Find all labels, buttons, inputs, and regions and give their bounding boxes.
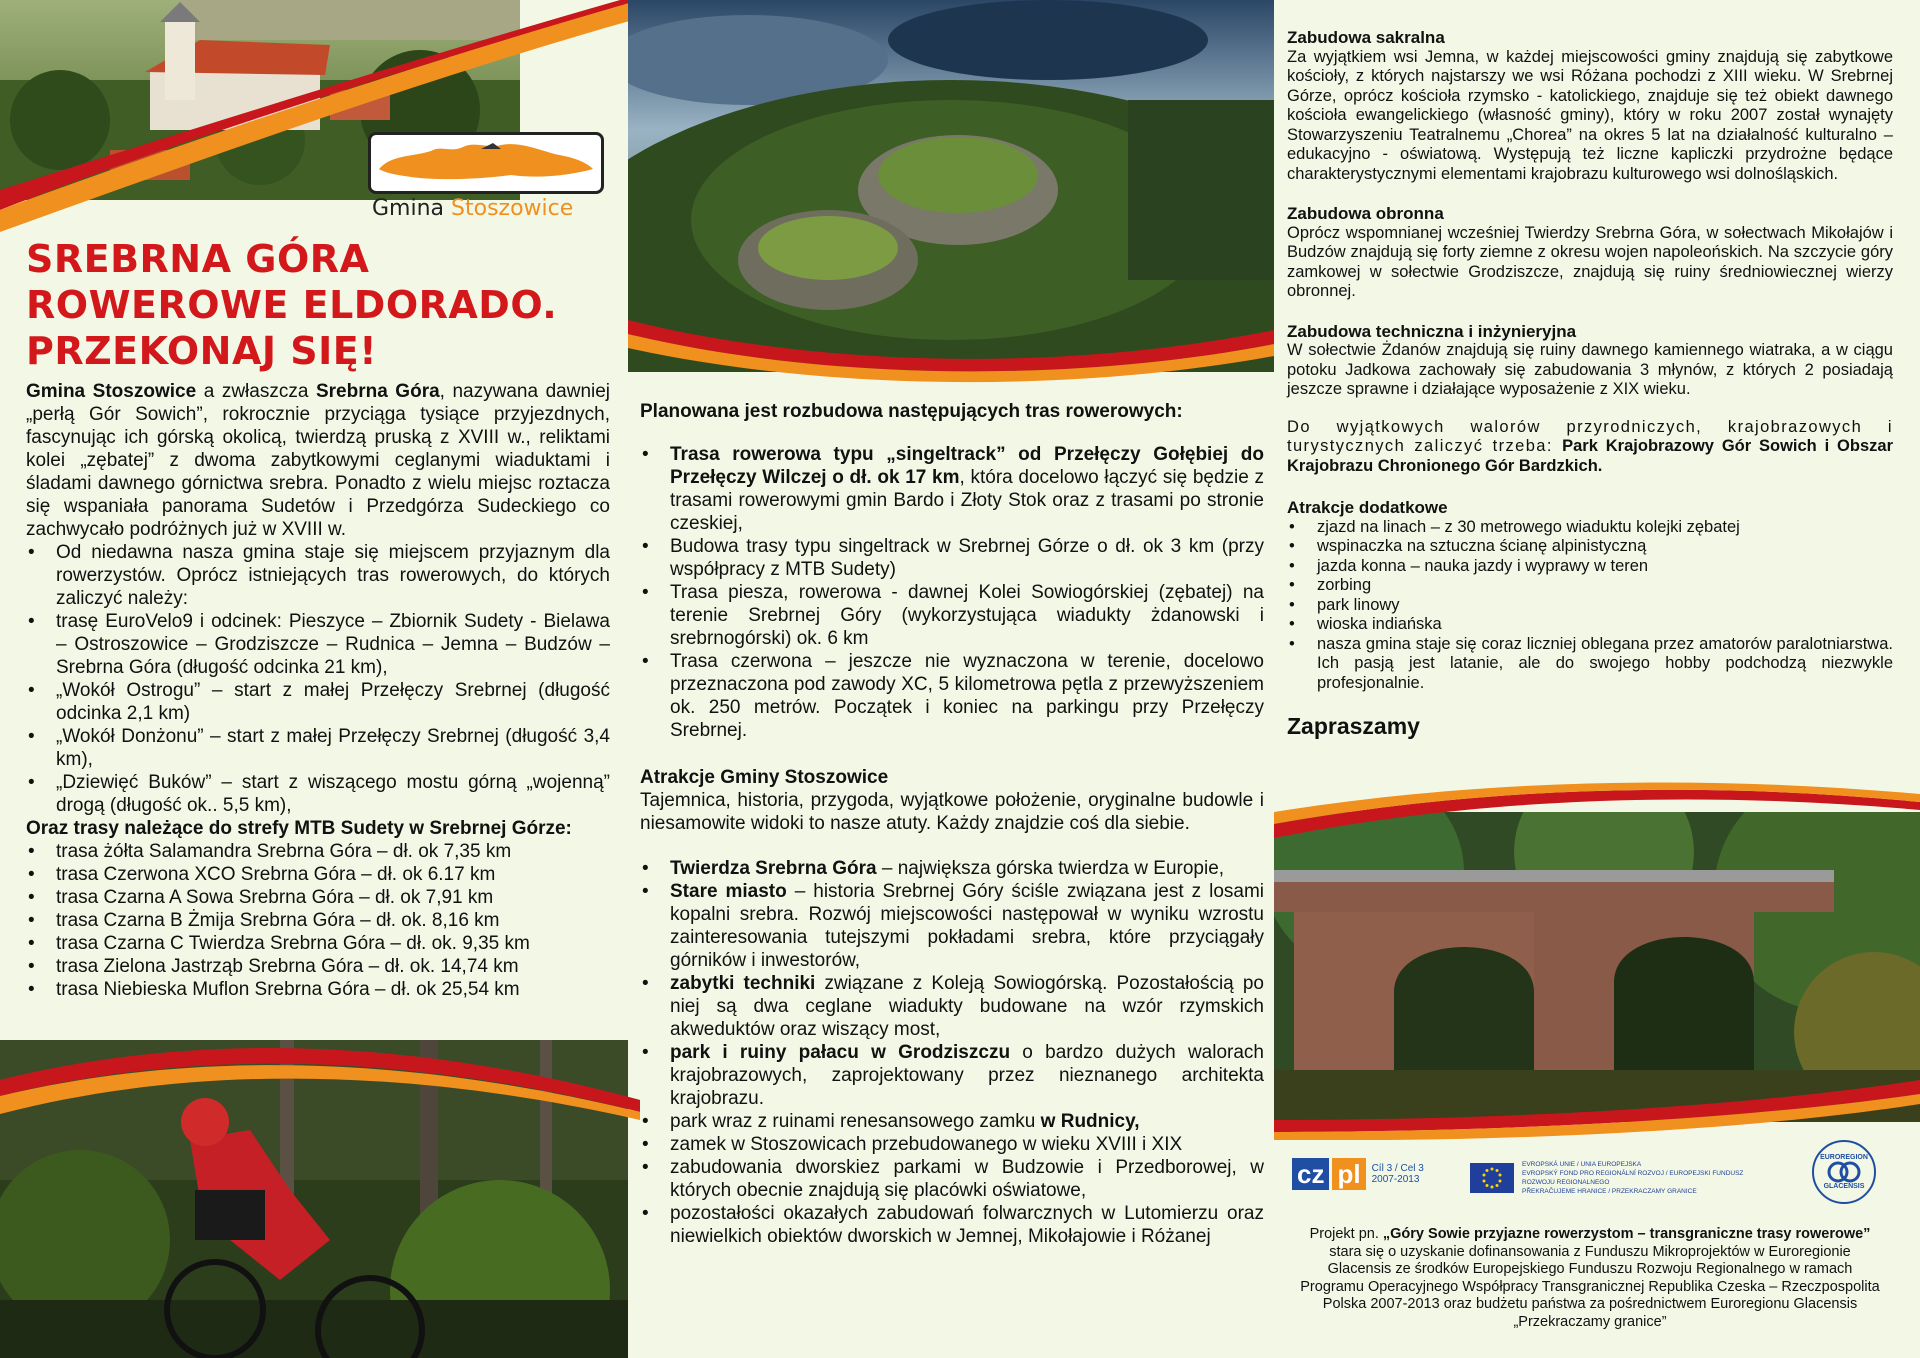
attractions-list <box>640 857 1264 1248</box>
list-item: • zjazd na linach – z 30 metrowego wiaduktu kolejki zębatej <box>1287 518 1893 538</box>
list-item: • nasza gmina staje się coraz liczniej oblegana przez amatorów paralotniarstwa. Ich pasją jest latanie, ale do swojego hobby podchodzą niezwykle profesjonalnie. <box>1287 635 1893 694</box>
list-item <box>640 443 1264 535</box>
attr-text: – największa górska twierdza w Europie, <box>876 858 1225 879</box>
technical-heading: Zabudowa techniczna i inżynieryjna <box>1287 321 1577 341</box>
eu-line-1: EVROPSKÁ UNIE / UNIA EUROPEJSKA <box>1522 1161 1642 1168</box>
gmina-logo <box>368 132 604 194</box>
project-title: „Góry Sowie przyjazne rowerzystom – transgraniczne trasy rowerowe” <box>1382 1226 1871 1242</box>
attr-bold: park i ruiny pałacu w Grodziszczu <box>670 1042 1011 1063</box>
attr-text: związane z Koleją Sowiogórską. Pozostałością po niej są dwa ceglane wiadukty budowane na wzór rzymskich akweduktów oraz wiszący most, <box>670 973 1264 1040</box>
list-item: • Od niedawna nasza gmina staje się miejscem przyjaznym dla rowerzystów. Oprócz istniejących tras rowerowych, do których zaliczyć należy: <box>26 541 610 610</box>
list-item: • trasa Czarna B Żmija Srebrna Góra – dł. ok. 8,16 km <box>26 909 610 932</box>
bottom-left-swoosh <box>0 1030 640 1120</box>
list-item: • park linowy <box>1287 596 1893 616</box>
czpl-cz: cz <box>1292 1158 1329 1190</box>
viaduct-photo <box>1274 812 1920 1122</box>
planned-heading: Planowana jest rozbudowa następujących tras rowerowych: <box>640 401 1183 422</box>
col2-text <box>640 400 1264 1248</box>
logo-text-stoszowice: Stoszowice <box>451 196 574 221</box>
title-line-1: SREBRNA GÓRA <box>26 237 370 281</box>
fortress-swoosh <box>628 320 1274 390</box>
list-item: • Trasa czerwona – jeszcze nie wyznaczona w terenie, docelowo przeznaczona pod zawody XC, 5 kilometrowa pętla z przewyższeniem ok. 250 metrów. Początek i koniec na parkingu przy Przełęczy Srebrnej. <box>640 650 1264 742</box>
mountain-logo-icon <box>371 135 601 191</box>
attr-text: park wraz z ruinami renesansowego zamku <box>670 1111 1041 1132</box>
attr-bold: zabytki techniki <box>670 973 816 994</box>
czpl-pl: pl <box>1332 1158 1365 1190</box>
list-item: • zamek w Stoszowicach przebudowanego w wieku XVIII i XIX <box>640 1133 1264 1156</box>
list-item: • trasa Czarna C Twierdza Srebrna Góra – dł. ok. 9,35 km <box>26 932 610 955</box>
routes-list <box>26 541 610 817</box>
intro-bold-srebrna: Srebrna Góra <box>315 381 440 402</box>
list-item <box>640 1041 1264 1110</box>
main-title <box>26 236 586 374</box>
intro-text-1: a zwłaszcza <box>196 381 316 402</box>
project-text-1: Projekt pn. <box>1309 1226 1383 1242</box>
list-item: • pozostałości okazałych zabudowań folwarcznych w Lutomierzu oraz niewielkich obiektów dworskich w Jemnej, Mikołajowie i Różanej <box>640 1202 1264 1248</box>
list-item: • „Wokół Ostrogu” – start z małej Przełęczy Srebrnej (długość odcinka 2,1 km) <box>26 679 610 725</box>
list-item: • Budowa trasy typu singeltrack w Srebrnej Górze o dł. ok 3 km (przy współpracy z MTB Sudety) <box>640 535 1264 581</box>
list-item <box>640 972 1264 1041</box>
list-item: • trasa żółta Salamandra Srebrna Góra – dł. ok 7,35 km <box>26 840 610 863</box>
attr-bold: Twierdza Srebrna Góra <box>670 858 877 879</box>
extra-list <box>1287 518 1893 694</box>
list-item <box>640 857 1264 880</box>
intro-text-2: , nazywana dawniej „perłą Gór Sowich”, rokrocznie przyciąga tysiące przyjezdnych, fascynując ich górską okolicą, twierdzą pruską z XVIII w., reliktami kolei „zębatej” z dwoma zabytkowymi ceglanymi wiaduktami i śladami dawnego górnictwa srebra. Ponadto z wielu miejsc roztacza się wspaniała panorama Sudetów i Przedgórza Sudeckiego co zachwycało podróżnych już w XVIII w. <box>26 381 611 540</box>
defense-paragraph: Oprócz wspomnianej wcześniej Twierdzy Srebrna Góra, w sołectwach Mikołajów i Budzów znajdują się forty ziemne z okresu wojen napoleońskich. Na szczycie góry zamkowej w sołectwie Grodziszcze, znajdują się ruiny średniowiecznej wierzy obronnej. <box>1287 223 1893 300</box>
list-item <box>640 1110 1264 1133</box>
glacensis-top: EUROREGION <box>1820 1154 1868 1161</box>
list-item: • zorbing <box>1287 576 1893 596</box>
planned-1-bold: Trasa rowerowa typu „singeltrack” od Przełęczy Gołębiej do Przełęczy Wilczej o dł. ok 17 km <box>670 444 1264 488</box>
list-item: • trasa Czarna A Sowa Srebrna Góra – dł. ok 7,91 km <box>26 886 610 909</box>
glacensis-bottom: GLACENSIS <box>1823 1183 1865 1190</box>
cel-line-1: Cíl 3 / Cel 3 <box>1371 1163 1424 1174</box>
list-item: • trasa Czerwona XCO Srebrna Góra – dł. ok 6.17 km <box>26 863 610 886</box>
mtb-list <box>26 840 610 1001</box>
attr-text: o bardzo dużych walorach krajobrazowych, zaprojektowany przez nieznanego architekta krajobrazu. <box>670 1042 1264 1109</box>
attr-bold: w Rudnicy, <box>1040 1111 1140 1132</box>
col3-text <box>1287 28 1893 740</box>
project-note <box>1300 1226 1880 1331</box>
logo-text-gmina: Gmina <box>372 196 452 221</box>
list-item: • wioska indiańska <box>1287 615 1893 635</box>
intro-bold-gmina: Gmina Stoszowice <box>26 381 197 402</box>
list-item <box>640 880 1264 972</box>
nature-bold: Park Krajobrazowy Gór Sowich i Obszar Krajobrazu Chronionego Gór Bardzkich. <box>1287 437 1893 475</box>
list-item: • Trasa piesza, rowerowa - dawnej Kolei Sowiogórskiej (zębatej) na terenie Srebrnej Góry (wykorzystująca wiadukty żdanowski i srebrnogórski) ok. 6 km <box>640 581 1264 650</box>
eu-text <box>1522 1160 1772 1196</box>
sacral-paragraph: Za wyjątkiem wsi Jemna, w każdej miejscowości gminy znajdują się zabytkowe kościoły, z których najstarszy we wsi Różana pochodzi z XIII wieku. W Srebrnej Górze, oprócz kościoła rzymsko - katolickiego, znajduje się też obiekt dawnego kościoła ewangelickiego (własność gminy), który w roku 2007 został wynajęty Stowarzyszeniu Teatralnemu „Chorea” na okres 5 lat na działalność kulturalno – edukacyjno - oświatową. Występują też liczne kapliczki przydrożne będące charakterystycznymi elementami krajobrazu kulturowego wsi dolnośląskich. <box>1287 47 1893 183</box>
gmina-logo-text <box>372 196 573 221</box>
cel-text <box>1372 1163 1424 1185</box>
czpl-logo <box>1292 1158 1424 1190</box>
sacral-heading: Zabudowa sakralna <box>1287 28 1445 47</box>
eu-line-3: PŘEKRAČUJEME HRANICE / PRZEKRACZAMY GRANICE <box>1522 1188 1697 1195</box>
project-text-2: stara się o uzyskanie dofinansowania z Funduszu Mikroprojektów w Euroregionie Glacensis ze środków Europejskiego Funduszu Rozwoju Regionalnego w ramach Programu Operacyjnego Współpracy Transgranicznej Republika Czeska – Rzeczpospolita Polska 2007-2013 oraz budżetu państwa za pośrednictwem Euroregionu Glacensis „Przekraczamy granice” <box>1300 1243 1880 1330</box>
list-item: • zabudowania dworskiez parkami w Budzowie i Przedborowej, w których obecnie znajdują się placówki oświatowe, <box>640 1156 1264 1202</box>
list-item: • trasa Zielona Jastrząb Srebrna Góra – dł. ok. 14,74 km <box>26 955 610 978</box>
title-line-3: PRZEKONAJ SIĘ! <box>26 329 378 373</box>
list-item: • „Wokół Donżonu” – start z małej Przełęczy Srebrnej (długość 3,4 km), <box>26 725 610 771</box>
col1-text <box>26 380 610 1001</box>
cel-line-2: 2007-2013 <box>1371 1174 1420 1185</box>
fortress-aerial-photo <box>628 0 1274 372</box>
nature-text: Do wyjątkowych walorów przyrodniczych, krajobrazowych i turystycznych zaliczyć trzeba: <box>1287 417 1893 455</box>
mtb-heading: Oraz trasy należące do strefy MTB Sudety w Srebrnej Górze: <box>26 818 572 839</box>
technical-paragraph: W sołectwie Żdanów znajdują się ruiny dawnego kamiennego wiatraka, a w ciągu potoku Jadkowa zachowały się zabudowania 3 młynów, z których 2 posiadają jeszcze sprawne i działające wyposażenie z XIX wieku. <box>1287 341 1893 398</box>
list-item: • wspinaczka na sztuczna ścianę alpinistyczną <box>1287 537 1893 557</box>
title-line-2: ROWEROWE ELDORADO. <box>26 283 558 327</box>
eu-line-2: EVROPSKÝ FOND PRO REGIONÁLNÍ ROZVOJ / EUROPEJSKI FUNDUSZ ROZWOJU REGIONALNEGO <box>1522 1170 1744 1186</box>
euroregion-glacensis-logo <box>1812 1140 1876 1204</box>
viaduct-bottom-swoosh <box>1274 1080 1920 1140</box>
glacensis-emblem-icon <box>1827 1161 1861 1183</box>
invite-heading: Zapraszamy <box>1287 713 1420 739</box>
nature-paragraph <box>1287 418 1893 477</box>
attr-text: – historia Srebrnej Góry ściśle związana jest z losami kopalni srebra. Rozwój miejscowości następował w wyniku wzrostu zainteresowania tutejszymi pokładami srebra, które przyciągały górników i inwestorów, <box>670 881 1264 971</box>
attractions-intro: Tajemnica, historia, przygoda, wyjątkowe położenie, oryginalne budowle i niesamowite widoki to nasze atuty. Każdy znajdzie coś dla siebie. <box>640 790 1264 834</box>
list-item: • trasę EuroVelo9 i odcinek: Pieszyce – Zbiornik Sudety - Bielawa – Ostroszowice – Grodziszcze – Rudnica – Jemna – Budzów – Srebrna Góra (długość odcinka 21 km), <box>26 610 610 679</box>
viaduct-top-swoosh <box>1274 780 1920 840</box>
attractions-heading: Atrakcje Gminy Stoszowice <box>640 767 889 788</box>
attr-bold: Stare miasto <box>670 881 787 902</box>
intro-paragraph <box>26 380 610 541</box>
eu-logo <box>1470 1160 1772 1196</box>
list-item: • trasa Niebieska Muflon Srebrna Góra – dł. ok 25,54 km <box>26 978 610 1001</box>
list-item: • „Dziewięć Buków” – start z wiszącego mostu górną „wojenną” drogą (długość ok.. 5,5 km), <box>26 771 610 817</box>
list-item: • jazda konna – nauka jazdy i wyprawy w teren <box>1287 557 1893 577</box>
defense-heading: Zabudowa obronna <box>1287 204 1444 223</box>
planned-1-text: , która docelowo łączyć się będzie z trasami rowerowymi gmin Bardo i Złoty Stok oraz z trasami po stronie czeskiej, <box>670 467 1264 534</box>
planned-list <box>640 443 1264 742</box>
extra-heading: Atrakcje dodatkowe <box>1287 498 1448 517</box>
eu-flag-icon <box>1470 1163 1514 1193</box>
